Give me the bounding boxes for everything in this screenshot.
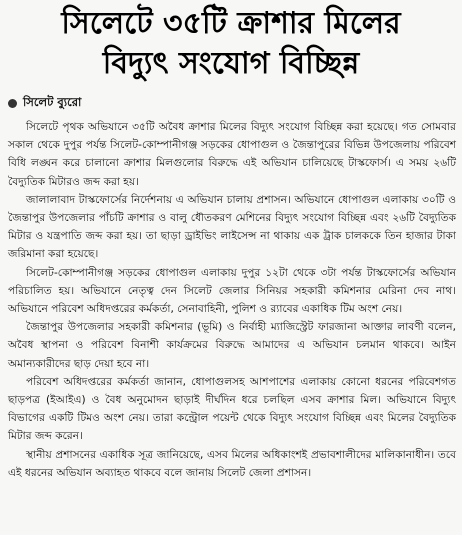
article-body [8, 118, 456, 482]
byline-text: সিলেট ব্যুরো [23, 94, 82, 109]
paragraph-2: জালালাবাদ টাস্কফোর্সের নির্দেশনায় এ অভিযান চালায় প্রশাসন। অভিযানে ধোপাগুল এলাকায় ৩০টি ও জৈন্তাপুর উপজেলার পাঁচটি ক্রাশার ও বালু ধৌতকরণ মেশিনের বিদ্যুৎ সংযোগ বিচ্ছিন্ন এবং ২৬টি বৈদ্যুতিক মিটার ও যন্ত্রপাতি জব্দ করা হয়। তা ছাড়া ড্রাইভিং লাইসেন্স না থাকায় এক ট্রাক চালককে তিন হাজার টাকা জরিমানা করা হয়েছে। [8, 193, 456, 261]
paragraph-4: জৈন্তাপুর উপজেলার সহকারী কমিশনার (ভূমি) ও নির্বাহী ম্যাজিস্ট্রেট ফারজানা আক্তার লাবণী বলেন, অবৈধ স্থাপনা ও পরিবেশ বিনাশী কার্যক্রমের বিরুদ্ধে আমাদের এ অভিযান চলমান থাকবে। আইন অমান্যকারীদের ছাড় দেয়া হবে না। [8, 321, 456, 370]
paragraph-6: স্থানীয় প্রশাসনের একাধিক সূত্র জানিয়েছে, এসব মিলের অধিকাংশই প্রভাবশালীদের মালিকানাধীন। তবে এই ধরনের অভিযান অব্যাহত থাকবে বলে জানায় সিলেট জেলা প্রশাসন। [8, 448, 456, 479]
paragraph-5: পরিবেশ অধিদপ্তরের কর্মকর্তা জানান, ধোপাগুলসহ আশপাশের এলাকায় কোনো ধরনের পরিবেশগত ছাড়পত্র (ইআইএ) ও বৈধ অনুমোদন ছাড়াই দীর্ঘদিন ধরে চলছিল এসব ক্রাশার মিল। অভিযানে বিদ্যুৎ বিভাগের একটি টিমও অংশ নেয়। তারা কন্ট্রোল পয়েন্ট থেকে বিদ্যুৎ সংযোগ বিচ্ছিন্ন এবং মিলের বৈদ্যুতিক মিটার জব্দ করেন। [8, 375, 456, 443]
headline [0, 4, 462, 84]
paragraph-3: সিলেট-কোম্পানীগঞ্জ সড়কের ধোপাগুল এলাকায় দুপুর ১২টা থেকে ৩টা পর্যন্ত টাস্কফোর্সের অভিযান পরিচালিত হয়। অভিযানে নেতৃত্ব দেন সিলেট জেলার সিনিয়র সহকারী কমিশনার মেরিনা দেব নাথ। অভিযানে পরিবেশ অধিদপ্তরের কর্মকর্তা, সেনাবাহিনী, পুলিশ ও র‌্যাবের একাধিক টিম অংশ নেয়। [8, 266, 456, 316]
paragraph-1: সিলেটে পৃথক অভিযানে ৩৫টি অবৈধ ক্রাশার মিলের বিদ্যুৎ সংযোগ বিচ্ছিন্ন করা হয়েছে। গত সোমবার সকাল থেকে দুপুর পর্যন্ত সিলেট-কোম্পানীগঞ্জ সড়কের ধোপাগুল ও জৈন্তাপুরের বিভিন্ন উপজেলায় পরিবেশ বিধি লঙ্ঘন করে চালানো ক্রাশার মিলগুলোর বিরুদ্ধে এই অভিযান চালিয়েছে টাস্কফোর্স। এ সময় ২৬টি বৈদ্যুতিক মিটারও জব্দ করা হয়। [8, 121, 456, 188]
bullet-icon [8, 99, 17, 108]
headline-line-2: বিদ্যুৎ সংযোগ বিচ্ছিন্ন [102, 46, 360, 81]
byline [8, 95, 81, 111]
headline-line-1: সিলেটে ৩৫টি ক্রাশার মিলের [61, 6, 401, 41]
